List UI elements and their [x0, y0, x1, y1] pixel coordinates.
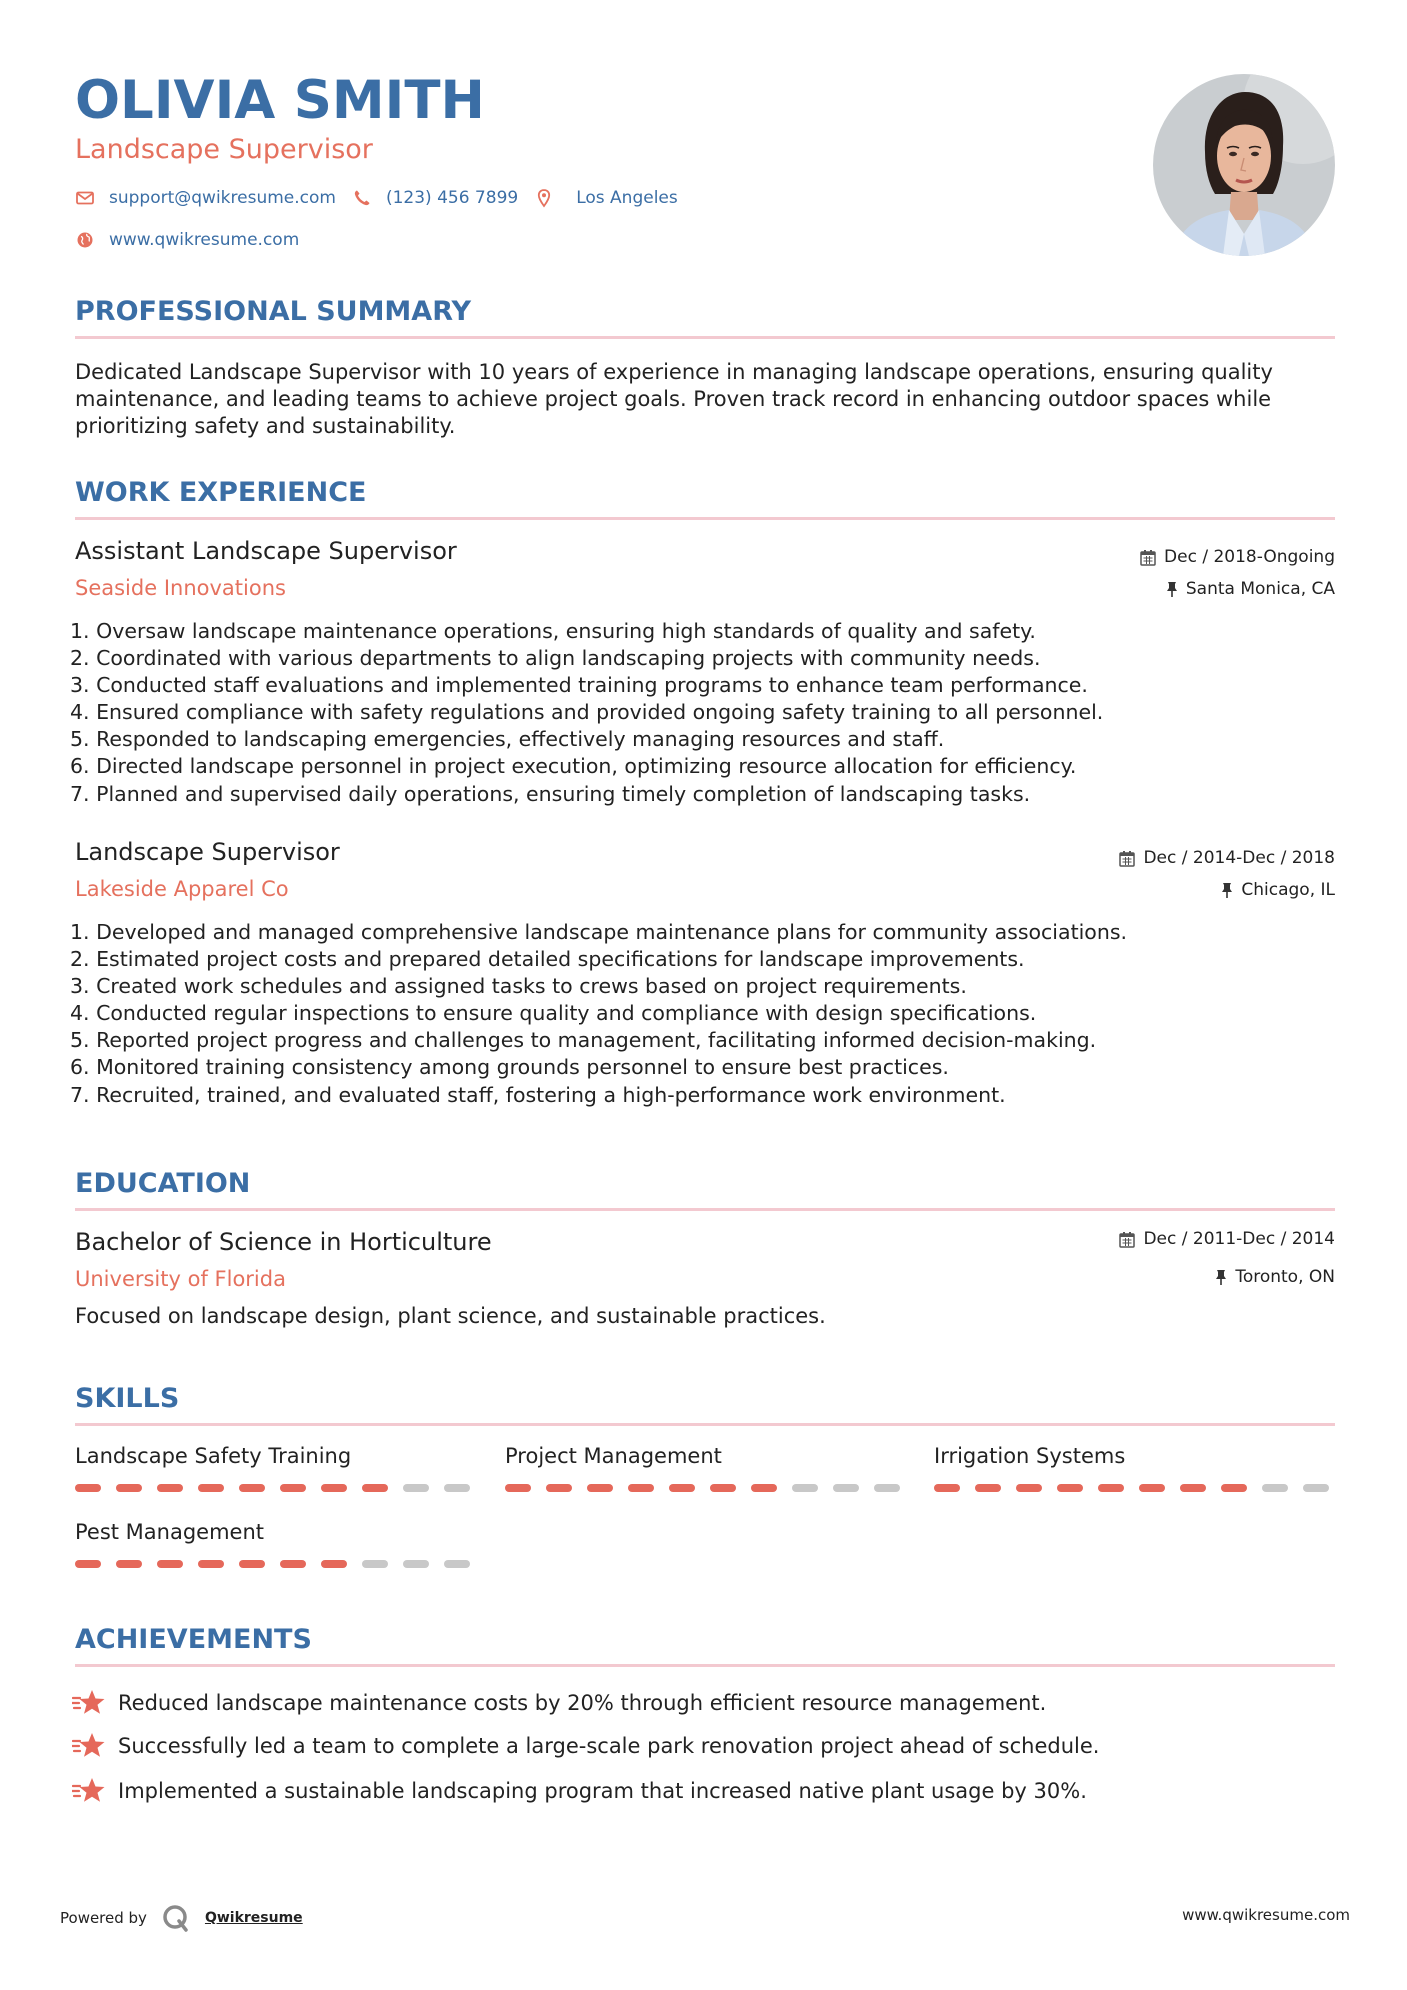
skill-dash-filled: [1016, 1484, 1042, 1492]
skill-dash-empty: [444, 1560, 470, 1568]
job-bullets: [70, 618, 1103, 808]
skill-dash-filled: [157, 1560, 183, 1568]
achievement-item: [72, 1776, 1087, 1806]
list-item: 5. Reported project progress and challenges to management, facilitating informed decision-making.: [70, 1028, 1097, 1053]
job-dates-text: Dec / 2014-Dec / 2018: [1143, 848, 1335, 868]
section-divider: [75, 1664, 1335, 1667]
skill-dash-filled: [1139, 1484, 1165, 1492]
skill-dash-filled: [321, 1484, 347, 1492]
skill-dash-filled: [587, 1484, 613, 1492]
skill-name: Irrigation Systems: [934, 1444, 1126, 1468]
skill-dash-filled: [239, 1484, 265, 1492]
job-location: [1166, 579, 1335, 599]
section-divider: [75, 1423, 1335, 1426]
contact-row: [75, 188, 678, 208]
star-icon: [72, 1688, 106, 1718]
skill-dash-filled: [505, 1484, 531, 1492]
list-item: 3. Created work schedules and assigned tasks to crews based on project requirements.: [70, 974, 967, 999]
school-name: University of Florida: [75, 1267, 286, 1291]
skill-dash-filled: [75, 1560, 101, 1568]
skill-dash-filled: [198, 1560, 224, 1568]
achievement-text: Reduced landscape maintenance costs by 20% through efficient resource management.: [118, 1691, 1047, 1715]
powered-by-label: Powered by: [60, 1909, 147, 1927]
list-item: 7. Planned and supervised daily operations, ensuring timely completion of landscaping tasks.: [70, 781, 1031, 806]
skill-dash-filled: [239, 1560, 265, 1568]
skill-dash-filled: [751, 1484, 777, 1492]
list-item: 4. Conducted regular inspections to ensure quality and compliance with design specifications.: [70, 1001, 1037, 1026]
skill-dash-empty: [833, 1484, 859, 1492]
skill-item: [505, 1444, 900, 1492]
skill-dash-empty: [874, 1484, 900, 1492]
job-location: [1221, 880, 1335, 900]
list-item: 1. Oversaw landscape maintenance operations, ensuring high standards of quality and safety.: [70, 619, 1036, 643]
experience-heading: WORK EXPERIENCE: [75, 477, 367, 508]
skill-dash-filled: [362, 1484, 388, 1492]
candidate-title: Landscape Supervisor: [75, 134, 373, 165]
achievement-text: Successfully led a team to complete a large-scale park renovation project ahead of schedule.: [118, 1734, 1100, 1758]
list-item: 7. Recruited, trained, and evaluated staff, fostering a high-performance work environment.: [70, 1082, 1006, 1107]
pushpin-icon: [1166, 581, 1178, 598]
achievement-item: [72, 1688, 1046, 1718]
footer-branding: [60, 1903, 303, 1933]
skill-name: Landscape Safety Training: [75, 1444, 352, 1468]
skills-heading: SKILLS: [75, 1383, 180, 1414]
skill-item: [934, 1444, 1329, 1492]
skill-dash-filled: [321, 1560, 347, 1568]
skill-dash-empty: [403, 1484, 429, 1492]
map-pin-icon: [534, 188, 554, 208]
education-location-text: Toronto, ON: [1235, 1267, 1335, 1287]
qwikresume-link[interactable]: Qwikresume: [204, 1910, 303, 1926]
skill-dash-filled: [934, 1484, 960, 1492]
skill-level-bar: [75, 1560, 470, 1568]
section-divider: [75, 1208, 1335, 1211]
skill-dash-empty: [444, 1484, 470, 1492]
skill-dash-filled: [116, 1484, 142, 1492]
achievement-text: Implemented a sustainable landscaping program that increased native plant usage by 30%.: [118, 1779, 1087, 1803]
star-icon: [72, 1731, 106, 1761]
education-location: [1215, 1267, 1335, 1287]
globe-icon: [75, 230, 95, 250]
job-bullets: [70, 919, 1127, 1109]
job-dates-text: Dec / 2018-Ongoing: [1164, 547, 1335, 567]
website-row: [75, 230, 299, 250]
phone-number: (123) 456 7899: [385, 188, 519, 208]
footer-website[interactable]: www.qwikresume.com: [1182, 1906, 1350, 1924]
job-company: Lakeside Apparel Co: [75, 877, 289, 901]
list-item: 2. Coordinated with various departments to align landscaping projects with community needs.: [70, 646, 1041, 671]
summary-line: Dedicated Landscape Supervisor with 10 years of experience in managing landscape operations, ensuring quality: [75, 360, 1273, 384]
skill-dash-filled: [198, 1484, 224, 1492]
job-title: Landscape Supervisor: [75, 838, 340, 866]
education-dates: [1119, 1229, 1335, 1249]
section-divider: [75, 517, 1335, 520]
achievements-heading: ACHIEVEMENTS: [75, 1624, 312, 1655]
list-item: 6. Monitored training consistency among grounds personnel to ensure best practices.: [70, 1055, 949, 1080]
calendar-icon: [1119, 850, 1135, 867]
skill-dash-filled: [669, 1484, 695, 1492]
job-dates: [1119, 848, 1335, 868]
skill-dash-empty: [792, 1484, 818, 1492]
candidate-name: OLIVIA SMITH: [75, 70, 485, 131]
job-dates: [1140, 547, 1335, 567]
skill-item: [75, 1444, 470, 1492]
job-company: Seaside Innovations: [75, 576, 286, 600]
list-item: 4. Ensured compliance with safety regulations and provided ongoing safety training to all personnel.: [70, 700, 1104, 725]
skill-dash-empty: [1303, 1484, 1329, 1492]
skill-dash-filled: [975, 1484, 1001, 1492]
skill-dash-filled: [280, 1560, 306, 1568]
skill-dash-filled: [710, 1484, 736, 1492]
summary-heading: PROFESSIONAL SUMMARY: [75, 296, 472, 327]
summary-line: prioritizing safety and sustainability.: [75, 414, 456, 438]
job-title: Assistant Landscape Supervisor: [75, 537, 457, 565]
section-divider: [75, 336, 1335, 339]
skill-dash-filled: [1098, 1484, 1124, 1492]
education-heading: EDUCATION: [75, 1168, 251, 1199]
skill-dash-filled: [1180, 1484, 1206, 1492]
skill-dash-empty: [403, 1560, 429, 1568]
list-item: 1. Developed and managed comprehensive landscape maintenance plans for community associations.: [70, 920, 1128, 944]
achievement-item: [72, 1731, 1099, 1761]
location-text: Los Angeles: [576, 188, 678, 208]
calendar-icon: [1140, 549, 1156, 566]
list-item: 3. Conducted staff evaluations and implemented training programs to enhance team performance.: [70, 673, 1088, 698]
skill-dash-filled: [116, 1560, 142, 1568]
skill-item: [75, 1520, 470, 1568]
skill-level-bar: [934, 1484, 1329, 1492]
job-location-text: Santa Monica, CA: [1185, 579, 1335, 599]
skill-dash-filled: [1057, 1484, 1083, 1492]
list-item: 2. Estimated project costs and prepared detailed specifications for landscape improvements.: [70, 947, 1025, 972]
skill-level-bar: [75, 1484, 470, 1492]
degree-title: Bachelor of Science in Horticulture: [75, 1228, 492, 1256]
summary-line: maintenance, and leading teams to achieve project goals. Proven track record in enhancing outdoor spaces while: [75, 387, 1272, 411]
skill-dash-empty: [362, 1560, 388, 1568]
skill-level-bar: [505, 1484, 900, 1492]
website-link[interactable]: www.qwikresume.com: [109, 230, 300, 250]
pushpin-icon: [1215, 1269, 1227, 1286]
star-icon: [72, 1776, 106, 1806]
education-description: Focused on landscape design, plant science, and sustainable practices.: [75, 1304, 826, 1328]
skill-dash-filled: [546, 1484, 572, 1492]
email-link[interactable]: support@qwikresume.com: [109, 188, 336, 208]
summary-text: [75, 359, 1340, 440]
job-location-text: Chicago, IL: [1241, 880, 1335, 900]
education-dates-text: Dec / 2011-Dec / 2014: [1143, 1229, 1335, 1249]
qwikresume-logo-icon: [161, 1903, 191, 1933]
calendar-icon: [1119, 1231, 1135, 1248]
envelope-icon: [75, 188, 95, 208]
skill-name: Pest Management: [75, 1520, 265, 1544]
list-item: 5. Responded to landscaping emergencies, effectively managing resources and staff.: [70, 727, 945, 752]
profile-photo: [1153, 74, 1335, 256]
pushpin-icon: [1221, 882, 1233, 899]
skill-dash-filled: [157, 1484, 183, 1492]
skill-dash-filled: [280, 1484, 306, 1492]
skill-name: Project Management: [505, 1444, 722, 1468]
list-item: 6. Directed landscape personnel in project execution, optimizing resource allocation for efficiency.: [70, 754, 1077, 779]
skill-dash-filled: [1221, 1484, 1247, 1492]
skill-dash-filled: [75, 1484, 101, 1492]
skill-dash-filled: [628, 1484, 654, 1492]
phone-icon: [352, 188, 372, 208]
skill-dash-empty: [1262, 1484, 1288, 1492]
